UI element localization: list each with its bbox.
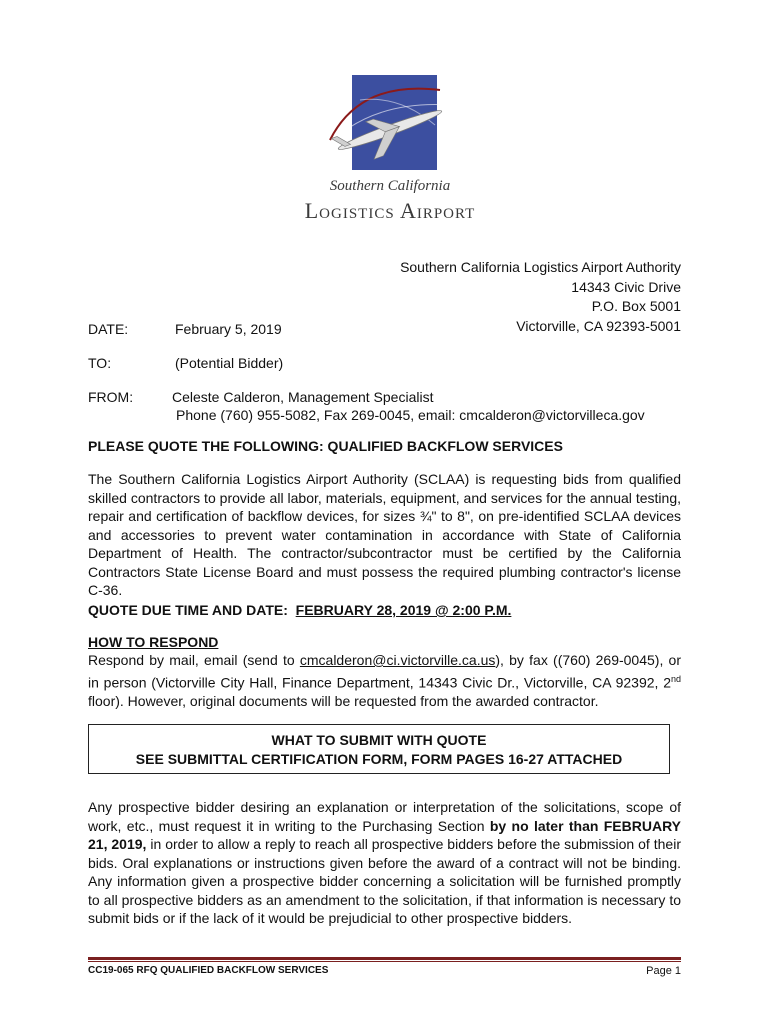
submit-box	[88, 724, 670, 774]
closing-text-a: Any prospective bidder desiring an explanation or interpretation of the solicitations, scope of work, etc., must request it in writing to the Purchasing Section	[88, 799, 681, 834]
from-value: Celeste Calderon, Management Specialist	[172, 389, 434, 405]
footer-rule-thin	[88, 961, 681, 962]
address-line1: Southern California Logistics Airport Authority	[400, 259, 681, 275]
footer-rule	[88, 957, 681, 960]
due-label: QUOTE DUE TIME AND DATE:	[88, 602, 288, 618]
submit-box-line1: WHAT TO SUBMIT WITH QUOTE	[271, 732, 487, 748]
closing-text-b: in order to allow a reply to reach all prospective bidders before the submission of their bids. Oral explanations or instructions given before the award of a contract will not be binding. Any information given a prospective bidder concerning a solicitation will be furnished promptly to all prospective bidders as an amendment to the solicitation, if that information is necessary to submit bids or if the lack of it would be prejudicial to other prospective bidders.	[88, 836, 681, 926]
respond-sup: nd	[670, 673, 681, 684]
address-line4: Victorville, CA 92393-5001	[516, 317, 681, 334]
from-contact: Phone (760) 955-5082, Fax 269-0045, email: cmcalderon@victorvilleca.gov	[176, 407, 645, 423]
date-row	[88, 321, 282, 337]
from-label: FROM:	[88, 389, 134, 405]
due-date-line	[88, 602, 511, 618]
airport-logo	[290, 70, 490, 230]
to-label: TO:	[88, 355, 112, 371]
respond-text-a: Respond by mail, email (send to	[88, 652, 300, 668]
respond-text-b: ), by fax ((760) 269-0045), or in person (Victorville City Hall, Finance Department, 14343 Civic Dr., Victorville, CA 92392, 2	[88, 652, 682, 691]
footer-page-number: Page 1	[646, 965, 681, 977]
address-line2: 14343 Civic Drive	[571, 278, 681, 295]
closing-bold: by no later than FEBRUARY 21, 2019,	[88, 817, 682, 852]
date-value: February 5, 2019	[175, 321, 282, 337]
logo-text-line2: Logistics Airport	[304, 198, 476, 223]
airplane-logo-icon	[290, 70, 490, 175]
quote-heading: PLEASE QUOTE THE FOLLOWING: QUALIFIED BACKFLOW SERVICES	[88, 438, 563, 454]
due-value: FEBRUARY 28, 2019 @ 2:00 P.M.	[295, 602, 512, 618]
date-label: DATE:	[88, 321, 129, 337]
submit-box-line2: SEE SUBMITTAL CERTIFICATION FORM, FORM PAGES 16-27 ATTACHED	[135, 751, 623, 767]
closing-paragraph	[88, 798, 681, 928]
address-line3: P.O. Box 5001	[591, 298, 681, 314]
respond-heading: HOW TO RESPOND	[88, 634, 219, 650]
respond-paragraph	[88, 651, 681, 710]
respond-email-link[interactable]: cmcalderon@ci.victorville.ca.us	[299, 652, 496, 668]
logo-text-line1: Southern California	[329, 178, 451, 194]
footer-doc-id: CC19-065 RFQ QUALIFIED BACKFLOW SERVICES	[88, 965, 329, 976]
to-row	[88, 355, 283, 371]
sender-address	[400, 258, 681, 336]
from-row	[88, 389, 433, 405]
respond-text-c: floor). However, original documents will be requested from the awarded contractor.	[88, 692, 599, 709]
intro-paragraph: The Southern California Logistics Airport Authority (SCLAA) is requesting bids from qualified skilled contractors to provide all labor, materials, equipment, and services for the annual testing, repair and certification of backflow devices, for sizes ¾" to 8", on pre-identified SCLAA devices and accessories to prevent water contamination in accordance with State of California Department of Health. The contractor/subcontractor must be certified by the California Contractors State License Board and must possess the required plumbing contractor's license C-36.	[88, 471, 681, 598]
to-value: (Potential Bidder)	[175, 355, 284, 371]
